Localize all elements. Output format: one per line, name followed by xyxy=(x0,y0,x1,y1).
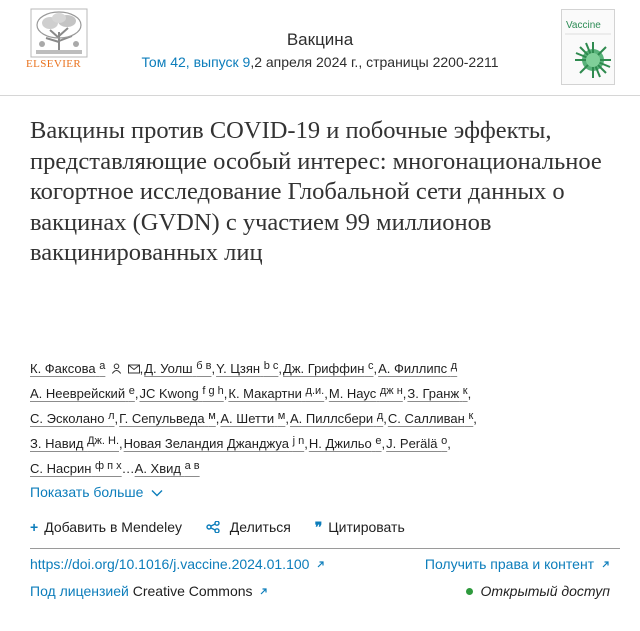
author-link[interactable]: А. Нееврейский $^е$ xyxy=(30,385,135,401)
author-link[interactable]: Новая Зеландия Джанджуа $^{j n}$ xyxy=(123,435,305,451)
open-access-badge xyxy=(466,583,610,599)
author-link[interactable]: А. Пиллсбери $^д$ xyxy=(289,410,384,426)
open-access-dot xyxy=(466,588,473,595)
license-name: Creative Commons xyxy=(132,583,253,599)
get-rights-link[interactable] xyxy=(425,556,610,572)
cite-button[interactable] xyxy=(315,519,405,536)
author-link[interactable]: С. Эсколано $^л$ xyxy=(30,410,115,426)
person-icon[interactable] xyxy=(111,359,122,370)
header-divider xyxy=(0,95,640,96)
author-link[interactable]: К. Макартни $^{д.и.}$ xyxy=(228,385,325,401)
author-link[interactable]: Д. Уолш $^{б в}$ xyxy=(144,360,212,376)
author-link[interactable]: Y. Цзян $^{b с}$ xyxy=(216,360,279,376)
doi-text: https://doi.org/10.1016/j.vaccine.2024.01.100 xyxy=(30,556,310,572)
share-icon xyxy=(206,519,224,535)
author-list: К. Факсова $^a$ ,Д. Уолш $^{б в}$,Y. Цзян $^{b с}$,Дж. Гриффин $^с$,А. Филлипс $^д$ А. Нееврейский $^е$,JC Kwong $^{f g h}$,К. Макартни $^{д.и.}$,М. Наус $^{дж н}$,З. Гранж $^к$, С. Эсколано $^л$,Г. Сепульведа $^м$,А. Шетти $^м$,А. Пиллсбери $^д$,С. Салливан $^к$, З. Навид $^{Дж. Н.}$,Новая Зеландия Джанджуа $^{j n}$,Н. Джильо $^е$,J. Perälä $^о$, С. Насрин $^{ф п х}$…А. Хвид $^{а в}$ xyxy=(30,360,477,476)
chevron-down-icon xyxy=(151,484,163,500)
doi-link[interactable] xyxy=(30,556,325,572)
article-actions xyxy=(30,519,425,536)
actions-divider xyxy=(30,548,620,549)
author-link[interactable]: М. Наус $^{дж н}$ xyxy=(328,385,403,401)
article-title: Вакцины против COVID-19 и побочные эффекты, представляющие особый интерес: многонациональное когортное исследование Глобальной сети данных о вакцинах (GVDN) с участием 99 миллионов вакцинированных лиц xyxy=(30,117,602,266)
add-to-mendeley-label: Добавить в Mendeley xyxy=(44,519,182,535)
author-link[interactable]: К. Факсова $^a$ xyxy=(30,360,106,376)
author-link[interactable]: С. Насрин $^{ф п х}$ xyxy=(30,460,122,476)
author-link[interactable]: С. Салливан $^к$ xyxy=(387,410,474,426)
author-link[interactable]: Н. Джильо $^е$ xyxy=(308,435,382,451)
share-label: Делиться xyxy=(229,519,291,535)
author-link[interactable]: А. Хвид $^{а в}$ xyxy=(134,460,200,476)
plus-icon: + xyxy=(30,519,39,535)
elsevier-tree-logo[interactable] xyxy=(26,8,88,70)
volume-issue-link[interactable]: Том 42, выпуск 9 xyxy=(141,54,251,70)
license-line xyxy=(30,583,268,599)
publisher-logo-text: ELSEVIER xyxy=(26,58,82,70)
journal-cover-image[interactable] xyxy=(561,9,615,85)
author-link[interactable]: А. Филлипс $^д$ xyxy=(378,360,458,376)
author-link[interactable]: А. Шетти $^м$ xyxy=(220,410,286,426)
journal-name[interactable]: Вакцина xyxy=(286,30,354,49)
author-link[interactable]: Дж. Гриффин $^с$ xyxy=(283,360,374,376)
show-more-button[interactable] xyxy=(30,484,163,500)
quote-icon: ❞ xyxy=(314,519,323,535)
article-header xyxy=(0,0,640,92)
license-prefix-link[interactable]: Под лицензией xyxy=(30,583,129,599)
external-link-icon xyxy=(259,583,268,599)
cite-label: Цитировать xyxy=(328,519,405,535)
author-link[interactable]: З. Навид $^{Дж. Н.}$ xyxy=(30,435,119,451)
cover-title: Vaccine xyxy=(566,20,601,31)
external-link-icon xyxy=(601,556,610,572)
author-link[interactable]: J. Perälä $^о$ xyxy=(386,435,448,451)
author-link[interactable]: JC Kwong $^{f g h}$ xyxy=(139,385,224,401)
author-link[interactable]: З. Гранж $^к$ xyxy=(407,385,468,401)
authors-ellipsis: … xyxy=(121,461,135,476)
add-to-mendeley-button[interactable] xyxy=(30,519,182,535)
rights-text: Получить права и контент xyxy=(424,556,595,572)
author-link[interactable]: Г. Сепульведа $^м$ xyxy=(119,410,216,426)
show-more-label: Показать больше xyxy=(30,484,144,500)
envelope-icon[interactable] xyxy=(128,359,140,369)
share-button[interactable] xyxy=(206,519,291,535)
external-link-icon xyxy=(316,556,325,572)
date-pages: ,2 апреля 2024 г., страницы 2200-2211 xyxy=(250,54,499,70)
open-access-label: Открытый доступ xyxy=(480,583,610,599)
citation-line xyxy=(110,54,530,70)
